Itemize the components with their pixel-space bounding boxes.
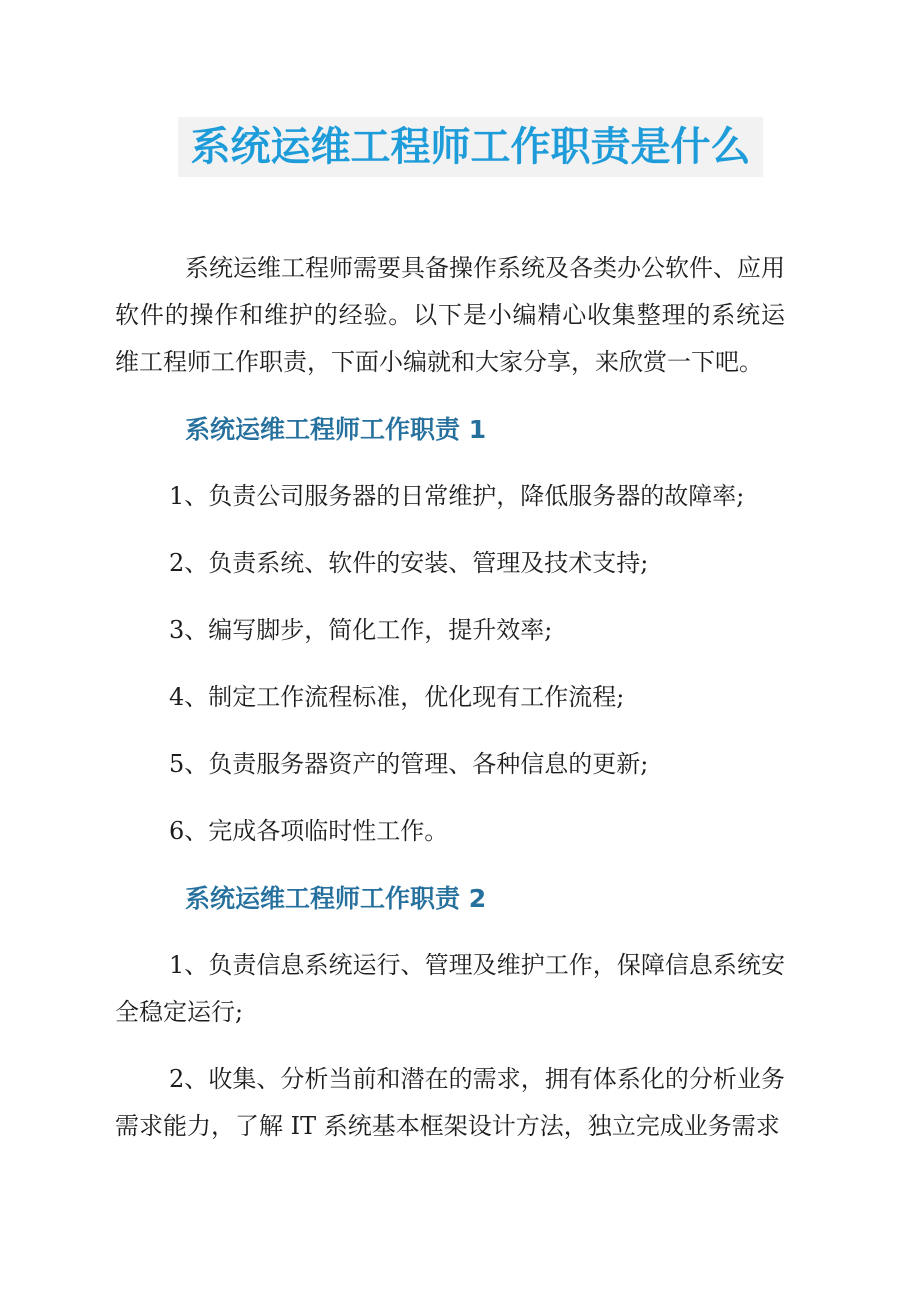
section-2-item-2: 2、收集、分析当前和潜在的需求，拥有体系化的分析业务需求能力，了解 IT 系统基本框架设计方法，独立完成业务需求 (115, 1065, 785, 1140)
page-title: 系统运维工程师工作职责是什么 (190, 124, 751, 170)
section-1-item-5: 5、负责服务器资产的管理、各种信息的更新; (169, 750, 649, 778)
section-1-item-4: 4、制定工作流程标准，优化现有工作流程; (169, 683, 625, 711)
section-1-item-6: 6、完成各项临时性工作。 (169, 817, 449, 845)
document-content (115, 117, 785, 1170)
title-highlight-band (178, 117, 763, 177)
section-1-item-2: 2、负责系统、软件的安装、管理及技术支持; (169, 549, 649, 577)
section-2-heading: 系统运维工程师工作职责 2 (185, 884, 487, 913)
section-1-item-1: 1、负责公司服务器的日常维护，降低服务器的故障率; (169, 482, 745, 510)
section-1-heading: 系统运维工程师工作职责 1 (185, 415, 487, 444)
section-2-item-1: 1、负责信息系统运行、管理及维护工作，保障信息系统安全稳定运行; (115, 951, 785, 1026)
intro-paragraph: 系统运维工程师需要具备操作系统及各类办公软件、应用软件的操作和维护的经验。以下是小编精心收集整理的系统运维工程师工作职责，下面小编就和大家分享，来欣赏一下吧。 (115, 254, 785, 376)
section-1-item-3: 3、编写脚步，简化工作，提升效率; (169, 616, 553, 644)
